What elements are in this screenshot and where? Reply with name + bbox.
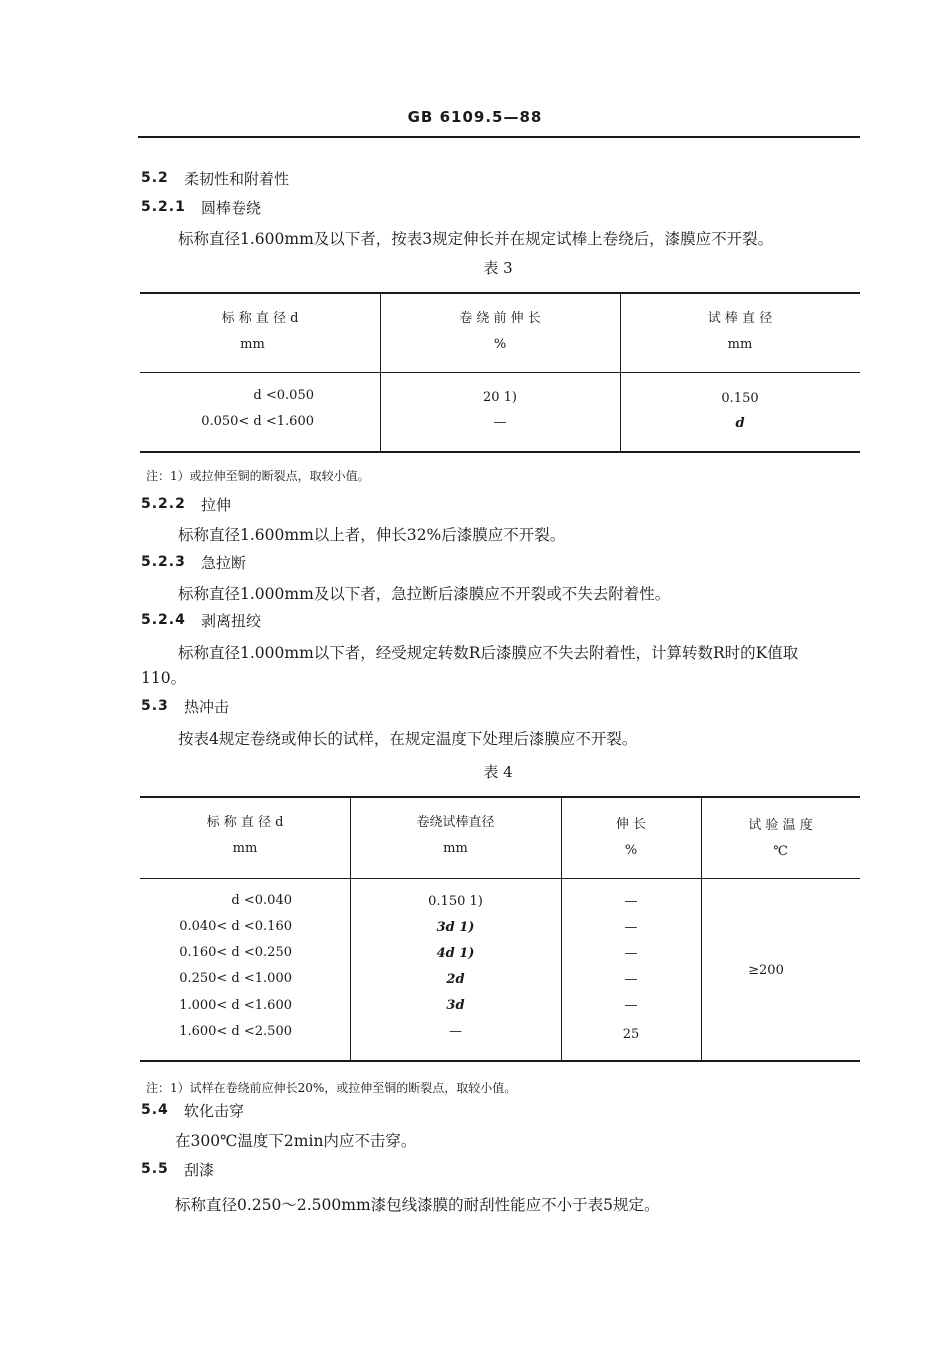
table-3-cell-rod: 0.150 <box>721 391 759 406</box>
table-4-header-rod: 卷绕试棒直径 <box>416 815 495 830</box>
section-5-2-4-title: 剥离扭绞 <box>201 612 262 630</box>
table-4-header-rod-unit: mm <box>443 841 468 856</box>
table-4-cell-temperature: ≥200 <box>748 963 784 978</box>
table-4-cell-elongation: — <box>624 998 638 1013</box>
section-5-3-title: 热冲击 <box>184 698 230 716</box>
table-3-cell-diameter: 0.050< d <1.600 <box>201 414 314 429</box>
section-5-4-text: 在300℃温度下2min内应不击穿。 <box>175 1132 417 1150</box>
section-5-2-1-title: 圆棒卷绕 <box>201 199 262 217</box>
table-4-cell-diameter: 1.000< d <1.600 <box>179 998 292 1013</box>
table-3-cell-diameter: d <0.050 <box>253 388 314 403</box>
table-3-header-elongation: 卷 绕 前 伸 长 <box>459 311 541 326</box>
section-5-5-text: 标称直径0.250～2.500mm漆包线漆膜的耐刮性能应不小于表5规定。 <box>175 1196 660 1214</box>
table-4-cell-diameter: d <0.040 <box>231 893 292 908</box>
table-4-header-elongation: 伸 长 <box>615 817 647 832</box>
section-5-2-4-text-continued: 110。 <box>141 669 187 687</box>
table-3-top-rule <box>140 292 860 294</box>
section-5-2-4-number: 5.2.4 <box>141 612 186 628</box>
table-4-cell-rod: 2d <box>446 972 465 987</box>
table-3-header-diameter: 标 称 直 径 d <box>221 311 299 326</box>
section-5-2-1-text: 标称直径1.600mm及以下者，按表3规定伸长并在规定试棒上卷绕后，漆膜应不开裂。 <box>178 230 774 248</box>
table-4-top-rule <box>140 796 860 798</box>
table-4-cell-rod: 4d 1) <box>436 946 475 961</box>
table-4-cell-diameter: 0.250< d <1.000 <box>179 971 292 986</box>
section-5-2-2-title: 拉伸 <box>201 496 232 514</box>
section-5-2-3-title: 急拉断 <box>201 554 247 572</box>
section-5-2-number: 5.2 <box>141 170 169 186</box>
section-5-3-text: 按表4规定卷绕或伸长的试样，在规定温度下处理后漆膜应不开裂。 <box>178 730 638 748</box>
table-3-header-diameter-unit: mm <box>240 337 265 352</box>
section-5-3-number: 5.3 <box>141 698 169 714</box>
table-4-header-temperature-unit: ℃ <box>773 844 788 859</box>
table-4-cell-elongation: 25 <box>622 1027 640 1042</box>
table-4-cell-diameter: 1.600< d <2.500 <box>179 1024 292 1039</box>
document-code: GB 6109.5—88 <box>407 108 543 126</box>
table-4-cell-rod: 3d <box>446 998 465 1013</box>
table-4-header-temperature: 试 验 温 度 <box>748 818 813 833</box>
table-4-cell-elongation: — <box>624 920 638 935</box>
section-5-2-2-number: 5.2.2 <box>141 496 186 512</box>
table-4-cell-rod: — <box>449 1024 462 1039</box>
section-5-2-1-number: 5.2.1 <box>141 199 186 215</box>
header-rule <box>138 136 860 138</box>
table-3-cell-elongation: — <box>493 415 507 430</box>
section-5-2-3-number: 5.2.3 <box>141 554 186 570</box>
table-4-header-rule <box>140 878 860 879</box>
table-3-header-rod: 试 棒 直 径 <box>707 311 773 326</box>
section-5-5-number: 5.5 <box>141 1161 169 1177</box>
table-3-note: 注：1）或拉伸至铜的断裂点，取较小值。 <box>146 469 370 483</box>
table-4-header-diameter: 标 称 直 径 d <box>206 815 284 830</box>
table-4-cell-elongation: — <box>624 972 638 987</box>
table-4-cell-diameter: 0.040< d <0.160 <box>179 919 292 934</box>
section-5-5-title: 刮漆 <box>184 1161 215 1179</box>
section-5-2-title: 柔韧性和附着性 <box>184 170 290 188</box>
table-3-caption: 表 3 <box>483 259 513 277</box>
table-4-header-elongation-unit: % <box>624 843 638 858</box>
table-4-cell-rod: 0.150 1) <box>428 894 483 909</box>
table-3-header-rod-unit: mm <box>727 337 753 352</box>
table-3-bottom-rule <box>140 451 860 453</box>
table-4-cell-elongation: — <box>624 946 638 961</box>
table-4-header-diameter-unit: mm <box>232 841 258 856</box>
section-5-2-3-text: 标称直径1.000mm及以下者，急拉断后漆膜应不开裂或不失去附着性。 <box>178 585 671 603</box>
table-4-bottom-rule <box>140 1060 860 1062</box>
table-3-header-rule <box>140 372 860 373</box>
table-4-caption: 表 4 <box>483 763 513 781</box>
table-4-cell-diameter: 0.160< d <0.250 <box>179 945 292 960</box>
section-5-4-number: 5.4 <box>141 1102 169 1118</box>
section-5-4-title: 软化击穿 <box>184 1102 245 1120</box>
table-4-cell-elongation: — <box>624 894 638 909</box>
table-3-cell-rod: d <box>735 416 745 431</box>
table-4-cell-rod: 3d 1) <box>436 920 475 935</box>
section-5-2-4-text: 标称直径1.000mm以下者，经受规定转数R后漆膜应不失去附着性，计算转数R时的K值取 <box>178 644 799 662</box>
table-3-cell-elongation: 20 1) <box>482 390 518 405</box>
section-5-2-2-text: 标称直径1.600mm以上者，伸长32%后漆膜应不开裂。 <box>178 526 566 544</box>
table-4-note: 注：1）试样在卷绕前应伸长20%，或拉伸至铜的断裂点，取较小值。 <box>146 1081 517 1095</box>
table-3-header-elongation-unit: % <box>493 337 507 352</box>
